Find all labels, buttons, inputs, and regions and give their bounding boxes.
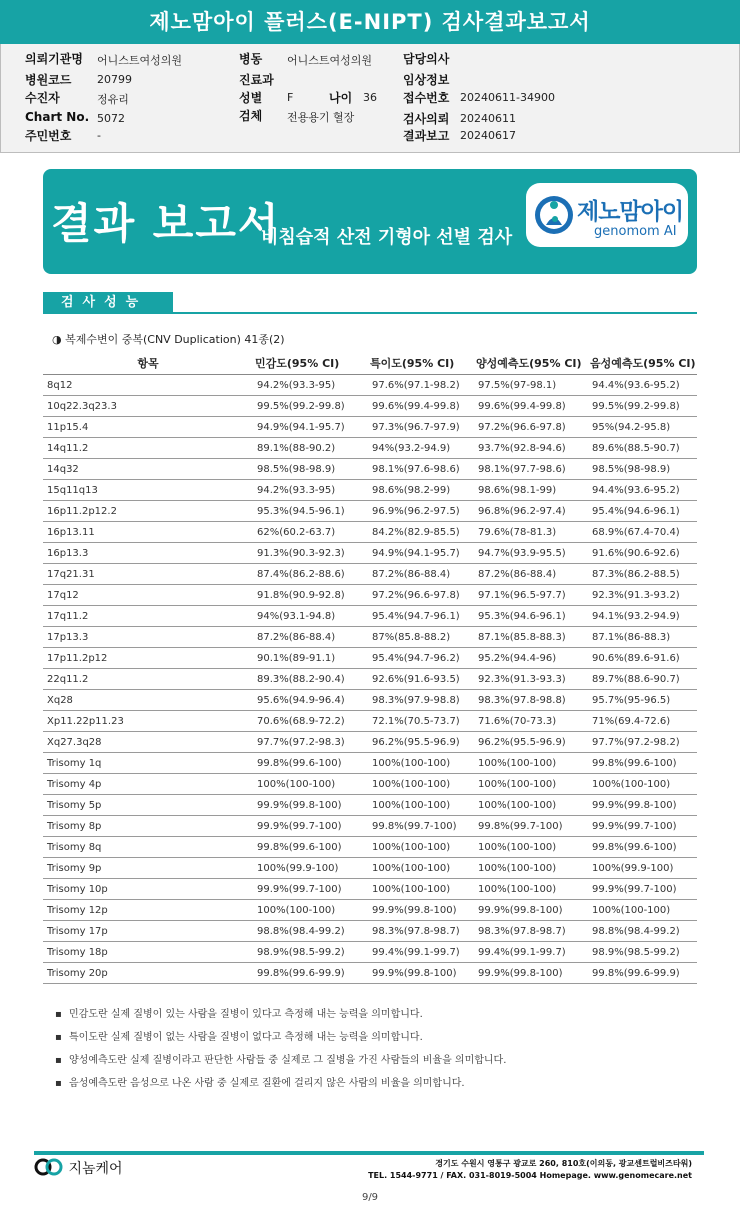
footer-divider [34, 1151, 704, 1155]
row-metric-value: 99.4%(99.1-99.7) [368, 942, 474, 963]
row-metric-value: 98.3%(97.8-98.7) [474, 921, 588, 942]
row-metric-value: 94.9%(94.1-95.7) [253, 417, 368, 438]
row-metric-value: 99.8%(99.6-99.9) [588, 963, 697, 984]
table-row [43, 417, 697, 438]
section-subtitle: ◑ 복제수변이 중복(CNV Duplication) 41종(2) [52, 333, 285, 346]
col-header-ppv: 양성예측도(95% CI) [474, 352, 588, 375]
bullet-icon: ▪ [55, 1009, 62, 1020]
row-item-name: 17q11.2 [43, 606, 253, 627]
table-row [43, 942, 697, 963]
row-metric-value: 99.6%(99.4-99.8) [474, 396, 588, 417]
row-item-name: 16p13.3 [43, 543, 253, 564]
row-metric-value: 95.3%(94.6-96.1) [474, 606, 588, 627]
institution-value: 어니스트여성의원 [97, 54, 183, 67]
row-metric-value: 92.3%(91.3-93.3) [474, 669, 588, 690]
row-metric-value: 92.3%(91.3-93.2) [588, 585, 697, 606]
row-item-name: 17p11.2p12 [43, 648, 253, 669]
logo-name: 제노맘아이 [577, 199, 684, 225]
row-metric-value: 71.6%(70-73.3) [474, 711, 588, 732]
row-metric-value: 87.1%(86-88.3) [588, 627, 697, 648]
row-metric-value: 99.9%(99.8-100) [588, 795, 697, 816]
row-metric-value: 99.8%(99.7-100) [474, 816, 588, 837]
row-item-name: 16p11.2p12.2 [43, 501, 253, 522]
table-row [43, 753, 697, 774]
row-metric-value: 99.6%(99.4-99.8) [368, 396, 474, 417]
recipient-label: 수진자 [25, 91, 60, 105]
ward-label: 병동 [239, 52, 263, 66]
receipt-value: 20240611-34900 [460, 91, 555, 104]
row-metric-value: 97.7%(97.2-98.2) [588, 732, 697, 753]
table-row [43, 543, 697, 564]
table-row [43, 459, 697, 480]
row-metric-value: 100%(100-100) [474, 774, 588, 795]
row-item-name: Trisomy 12p [43, 900, 253, 921]
row-metric-value: 99.8%(99.6-100) [253, 837, 368, 858]
row-metric-value: 100%(100-100) [368, 753, 474, 774]
col-header-specificity: 특이도(95% CI) [368, 352, 474, 375]
row-metric-value: 100%(100-100) [368, 795, 474, 816]
row-metric-value: 98.6%(98.2-99) [368, 480, 474, 501]
table-body [43, 375, 697, 984]
row-item-name: Trisomy 5p [43, 795, 253, 816]
row-metric-value: 94.4%(93.6-95.2) [588, 375, 697, 396]
row-metric-value: 97.2%(96.6-97.8) [474, 417, 588, 438]
result-banner [43, 169, 697, 274]
receipt-label: 접수번호 [403, 91, 450, 105]
row-item-name: Trisomy 17p [43, 921, 253, 942]
table-row [43, 879, 697, 900]
row-metric-value: 87.2%(86-88.4) [474, 564, 588, 585]
table-row [43, 963, 697, 984]
row-metric-value: 99.8%(99.6-100) [588, 753, 697, 774]
row-metric-value: 95.6%(94.9-96.4) [253, 690, 368, 711]
row-metric-value: 94.2%(93.3-95) [253, 480, 368, 501]
row-metric-value: 99.8%(99.6-100) [588, 837, 697, 858]
row-metric-value: 100%(99.9-100) [253, 858, 368, 879]
row-item-name: 17q21.31 [43, 564, 253, 585]
specimen-value: 전용용기 혈장 [287, 111, 355, 124]
row-metric-value: 91.3%(90.3-92.3) [253, 543, 368, 564]
row-metric-value: 79.6%(78-81.3) [474, 522, 588, 543]
table-row [43, 858, 697, 879]
row-metric-value: 90.6%(89.6-91.6) [588, 648, 697, 669]
table-row [43, 438, 697, 459]
row-metric-value: 100%(100-100) [474, 837, 588, 858]
banner-subtitle: 비침습적 산전 기형아 선별 검사 [261, 227, 513, 248]
chart-label: Chart No. [25, 110, 90, 124]
table-row [43, 690, 697, 711]
recipient-value: 정유리 [97, 93, 129, 106]
row-metric-value: 99.9%(99.8-100) [368, 963, 474, 984]
row-item-name: Trisomy 8p [43, 816, 253, 837]
row-metric-value: 100%(99.9-100) [588, 858, 697, 879]
bullet-icon: ▪ [55, 1078, 62, 1089]
hospital-code-value: 20799 [97, 73, 132, 86]
row-metric-value: 99.9%(99.7-100) [253, 879, 368, 900]
row-metric-value: 95.7%(95-96.5) [588, 690, 697, 711]
row-metric-value: 99.9%(99.8-100) [474, 900, 588, 921]
footer-logo [34, 1158, 123, 1178]
row-metric-value: 91.6%(90.6-92.6) [588, 543, 697, 564]
row-metric-value: 100%(100-100) [253, 774, 368, 795]
row-metric-value: 98.6%(98.1-99) [474, 480, 588, 501]
resident-value: - [97, 129, 101, 142]
row-metric-value: 100%(100-100) [368, 858, 474, 879]
row-metric-value: 84.2%(82.9-85.5) [368, 522, 474, 543]
bullet-icon: ▪ [55, 1032, 62, 1043]
row-metric-value: 87.2%(86-88.4) [368, 564, 474, 585]
row-metric-value: 87%(85.8-88.2) [368, 627, 474, 648]
row-metric-value: 100%(100-100) [368, 879, 474, 900]
row-metric-value: 99.8%(99.6-100) [253, 753, 368, 774]
row-metric-value: 100%(100-100) [368, 837, 474, 858]
note-item: ▪ 특이도란 실제 질병이 없는 사람을 질병이 없다고 측정해 내는 능력을 의미합니다. [55, 1032, 423, 1043]
row-metric-value: 99.9%(99.7-100) [253, 816, 368, 837]
row-metric-value: 94.4%(93.6-95.2) [588, 480, 697, 501]
specimen-label: 검체 [239, 109, 263, 123]
dept-label: 진료과 [239, 73, 274, 87]
row-metric-value: 92.6%(91.6-93.5) [368, 669, 474, 690]
table-row [43, 774, 697, 795]
row-metric-value: 100%(100-100) [474, 795, 588, 816]
table-row [43, 375, 697, 396]
row-item-name: 22q11.2 [43, 669, 253, 690]
report-date-value: 20240617 [460, 129, 516, 142]
row-metric-value: 71%(69.4-72.6) [588, 711, 697, 732]
row-metric-value: 99.9%(99.8-100) [368, 900, 474, 921]
row-metric-value: 94.1%(93.2-94.9) [588, 606, 697, 627]
table-row [43, 522, 697, 543]
doctor-label: 담당의사 [403, 52, 450, 66]
row-metric-value: 87.2%(86-88.4) [253, 627, 368, 648]
row-metric-value: 94.9%(94.1-95.7) [368, 543, 474, 564]
banner-title: 결과 보고서 [51, 199, 281, 248]
table-row [43, 648, 697, 669]
row-metric-value: 93.7%(92.8-94.6) [474, 438, 588, 459]
row-metric-value: 97.2%(96.6-97.8) [368, 585, 474, 606]
row-metric-value: 96.2%(95.5-96.9) [474, 732, 588, 753]
row-metric-value: 99.5%(99.2-99.8) [588, 396, 697, 417]
row-item-name: 17p13.3 [43, 627, 253, 648]
footer-address: 경기도 수원시 영통구 광교로 260, 810호(이의동, 광교센트럴비즈타워) [435, 1159, 692, 1168]
table-row [43, 900, 697, 921]
section-divider [43, 312, 697, 314]
table-row [43, 669, 697, 690]
note-item: ▪ 양성예측도란 실제 질병이라고 판단한 사람들 중 실제로 그 질병을 가진 사람들의 비율을 의미합니다. [55, 1055, 507, 1066]
note-item: ▪ 음성예측도란 음성으로 나온 사람 중 실제로 질환에 걸리지 않은 사람의 비율을 의미합니다. [55, 1078, 465, 1089]
hospital-code-label: 병원코드 [25, 73, 72, 87]
table-row [43, 627, 697, 648]
row-item-name: Trisomy 20p [43, 963, 253, 984]
row-metric-value: 68.9%(67.4-70.4) [588, 522, 697, 543]
row-metric-value: 100%(100-100) [474, 879, 588, 900]
row-metric-value: 99.9%(99.8-100) [253, 795, 368, 816]
row-item-name: Trisomy 1q [43, 753, 253, 774]
row-metric-value: 99.4%(99.1-99.7) [474, 942, 588, 963]
definitions-list [55, 1008, 506, 1100]
col-header-npv: 음성예측도(95% CI) [588, 352, 697, 375]
table-row [43, 795, 697, 816]
logo-english: genomom AI [594, 224, 677, 239]
table-row [43, 396, 697, 417]
row-metric-value: 98.3%(97.8-98.7) [368, 921, 474, 942]
row-metric-value: 87.1%(85.8-88.3) [474, 627, 588, 648]
row-metric-value: 99.5%(99.2-99.8) [253, 396, 368, 417]
row-item-name: 14q11.2 [43, 438, 253, 459]
age-label: 나이 [329, 91, 353, 105]
row-metric-value: 97.3%(96.7-97.9) [368, 417, 474, 438]
age-value: 36 [363, 91, 377, 104]
mother-baby-icon [534, 191, 574, 239]
row-metric-value: 70.6%(68.9-72.2) [253, 711, 368, 732]
row-item-name: Xq28 [43, 690, 253, 711]
row-item-name: 17q12 [43, 585, 253, 606]
row-metric-value: 98.3%(97.8-98.8) [474, 690, 588, 711]
table-row [43, 606, 697, 627]
row-item-name: 11p15.4 [43, 417, 253, 438]
sex-value: F [287, 91, 294, 104]
table-row [43, 480, 697, 501]
table-row [43, 837, 697, 858]
row-metric-value: 97.5%(97-98.1) [474, 375, 588, 396]
row-metric-value: 96.2%(95.5-96.9) [368, 732, 474, 753]
row-metric-value: 96.8%(96.2-97.4) [474, 501, 588, 522]
row-metric-value: 89.1%(88-90.2) [253, 438, 368, 459]
row-metric-value: 99.9%(99.7-100) [588, 816, 697, 837]
col-header-item: 항목 [43, 352, 253, 375]
row-metric-value: 96.9%(96.2-97.5) [368, 501, 474, 522]
row-metric-value: 94%(93.2-94.9) [368, 438, 474, 459]
report-date-label: 결과보고 [403, 129, 450, 143]
row-item-name: Trisomy 10p [43, 879, 253, 900]
company-name: 지놈케어 [68, 1161, 123, 1177]
table-row [43, 732, 697, 753]
row-metric-value: 87.3%(86.2-88.5) [588, 564, 697, 585]
table-row [43, 585, 697, 606]
genomom-logo [526, 183, 688, 247]
performance-table [43, 352, 697, 984]
ward-value: 어니스트여성의원 [287, 54, 373, 67]
row-item-name: 15q11q13 [43, 480, 253, 501]
row-metric-value: 100%(100-100) [474, 753, 588, 774]
row-metric-value: 98.3%(97.9-98.8) [368, 690, 474, 711]
row-metric-value: 100%(100-100) [588, 900, 697, 921]
row-item-name: 10q22.3q23.3 [43, 396, 253, 417]
table-row [43, 564, 697, 585]
row-item-name: 14q32 [43, 459, 253, 480]
row-metric-value: 95.4%(94.6-96.1) [588, 501, 697, 522]
sex-label: 성별 [239, 91, 263, 105]
row-item-name: Trisomy 4p [43, 774, 253, 795]
row-metric-value: 97.1%(96.5-97.7) [474, 585, 588, 606]
row-metric-value: 98.5%(98-98.9) [253, 459, 368, 480]
row-item-name: Xq27.3q28 [43, 732, 253, 753]
report-title: 제노맘아이 플러스(E-NIPT) 검사결과보고서 [0, 0, 740, 44]
row-metric-value: 89.3%(88.2-90.4) [253, 669, 368, 690]
table-header-row [43, 352, 697, 375]
genomecare-logo-icon [34, 1158, 64, 1176]
row-item-name: 8q12 [43, 375, 253, 396]
row-item-name: Trisomy 8q [43, 837, 253, 858]
row-metric-value: 94.2%(93.3-95) [253, 375, 368, 396]
row-metric-value: 98.8%(98.4-99.2) [588, 921, 697, 942]
row-metric-value: 89.7%(88.6-90.7) [588, 669, 697, 690]
row-metric-value: 94.7%(93.9-95.5) [474, 543, 588, 564]
row-metric-value: 87.4%(86.2-88.6) [253, 564, 368, 585]
row-metric-value: 91.8%(90.9-92.8) [253, 585, 368, 606]
row-item-name: Trisomy 18p [43, 942, 253, 963]
row-metric-value: 99.8%(99.7-100) [368, 816, 474, 837]
row-metric-value: 100%(100-100) [474, 858, 588, 879]
row-metric-value: 95.2%(94.4-96) [474, 648, 588, 669]
institution-label: 의뢰기관명 [25, 52, 83, 66]
row-metric-value: 99.9%(99.8-100) [474, 963, 588, 984]
table-row [43, 501, 697, 522]
row-metric-value: 100%(100-100) [368, 774, 474, 795]
row-metric-value: 95.4%(94.7-96.1) [368, 606, 474, 627]
row-item-name: Trisomy 9p [43, 858, 253, 879]
request-value: 20240611 [460, 112, 516, 125]
note-item: ▪ 민감도란 실제 질병이 있는 사람을 질병이 있다고 측정해 내는 능력을 의미합니다. [55, 1009, 423, 1020]
request-label: 검사의뢰 [403, 112, 450, 126]
row-metric-value: 98.5%(98-98.9) [588, 459, 697, 480]
row-metric-value: 98.1%(97.6-98.6) [368, 459, 474, 480]
row-metric-value: 98.1%(97.7-98.6) [474, 459, 588, 480]
bullet-icon: ▪ [55, 1055, 62, 1066]
row-item-name: Xp11.22p11.23 [43, 711, 253, 732]
row-metric-value: 89.6%(88.5-90.7) [588, 438, 697, 459]
row-metric-value: 98.9%(98.5-99.2) [253, 942, 368, 963]
row-metric-value: 99.8%(99.6-99.9) [253, 963, 368, 984]
page-number: 9/9 [361, 1192, 379, 1203]
row-metric-value: 62%(60.2-63.7) [253, 522, 368, 543]
clinical-label: 임상정보 [403, 73, 450, 87]
row-metric-value: 90.1%(89-91.1) [253, 648, 368, 669]
row-item-name: 16p13.11 [43, 522, 253, 543]
row-metric-value: 100%(100-100) [588, 774, 697, 795]
table-row [43, 711, 697, 732]
patient-info-panel [0, 44, 740, 153]
table-row [43, 816, 697, 837]
footer-contact: TEL. 1544-9771 / FAX. 031-8019-5004 Homepage. www.genomecare.net [368, 1171, 692, 1180]
row-metric-value: 97.7%(97.2-98.3) [253, 732, 368, 753]
section-tab-performance: 검사성능 [43, 292, 173, 313]
row-metric-value: 95.4%(94.7-96.2) [368, 648, 474, 669]
row-metric-value: 94%(93.1-94.8) [253, 606, 368, 627]
row-metric-value: 72.1%(70.5-73.7) [368, 711, 474, 732]
chart-value: 5072 [97, 112, 125, 125]
row-metric-value: 98.9%(98.5-99.2) [588, 942, 697, 963]
row-metric-value: 99.9%(99.7-100) [588, 879, 697, 900]
table-row [43, 921, 697, 942]
resident-label: 주민번호 [25, 129, 72, 143]
row-metric-value: 95%(94.2-95.8) [588, 417, 697, 438]
row-metric-value: 100%(100-100) [253, 900, 368, 921]
row-metric-value: 98.8%(98.4-99.2) [253, 921, 368, 942]
row-metric-value: 97.6%(97.1-98.2) [368, 375, 474, 396]
row-metric-value: 95.3%(94.5-96.1) [253, 501, 368, 522]
col-header-sensitivity: 민감도(95% CI) [253, 352, 368, 375]
